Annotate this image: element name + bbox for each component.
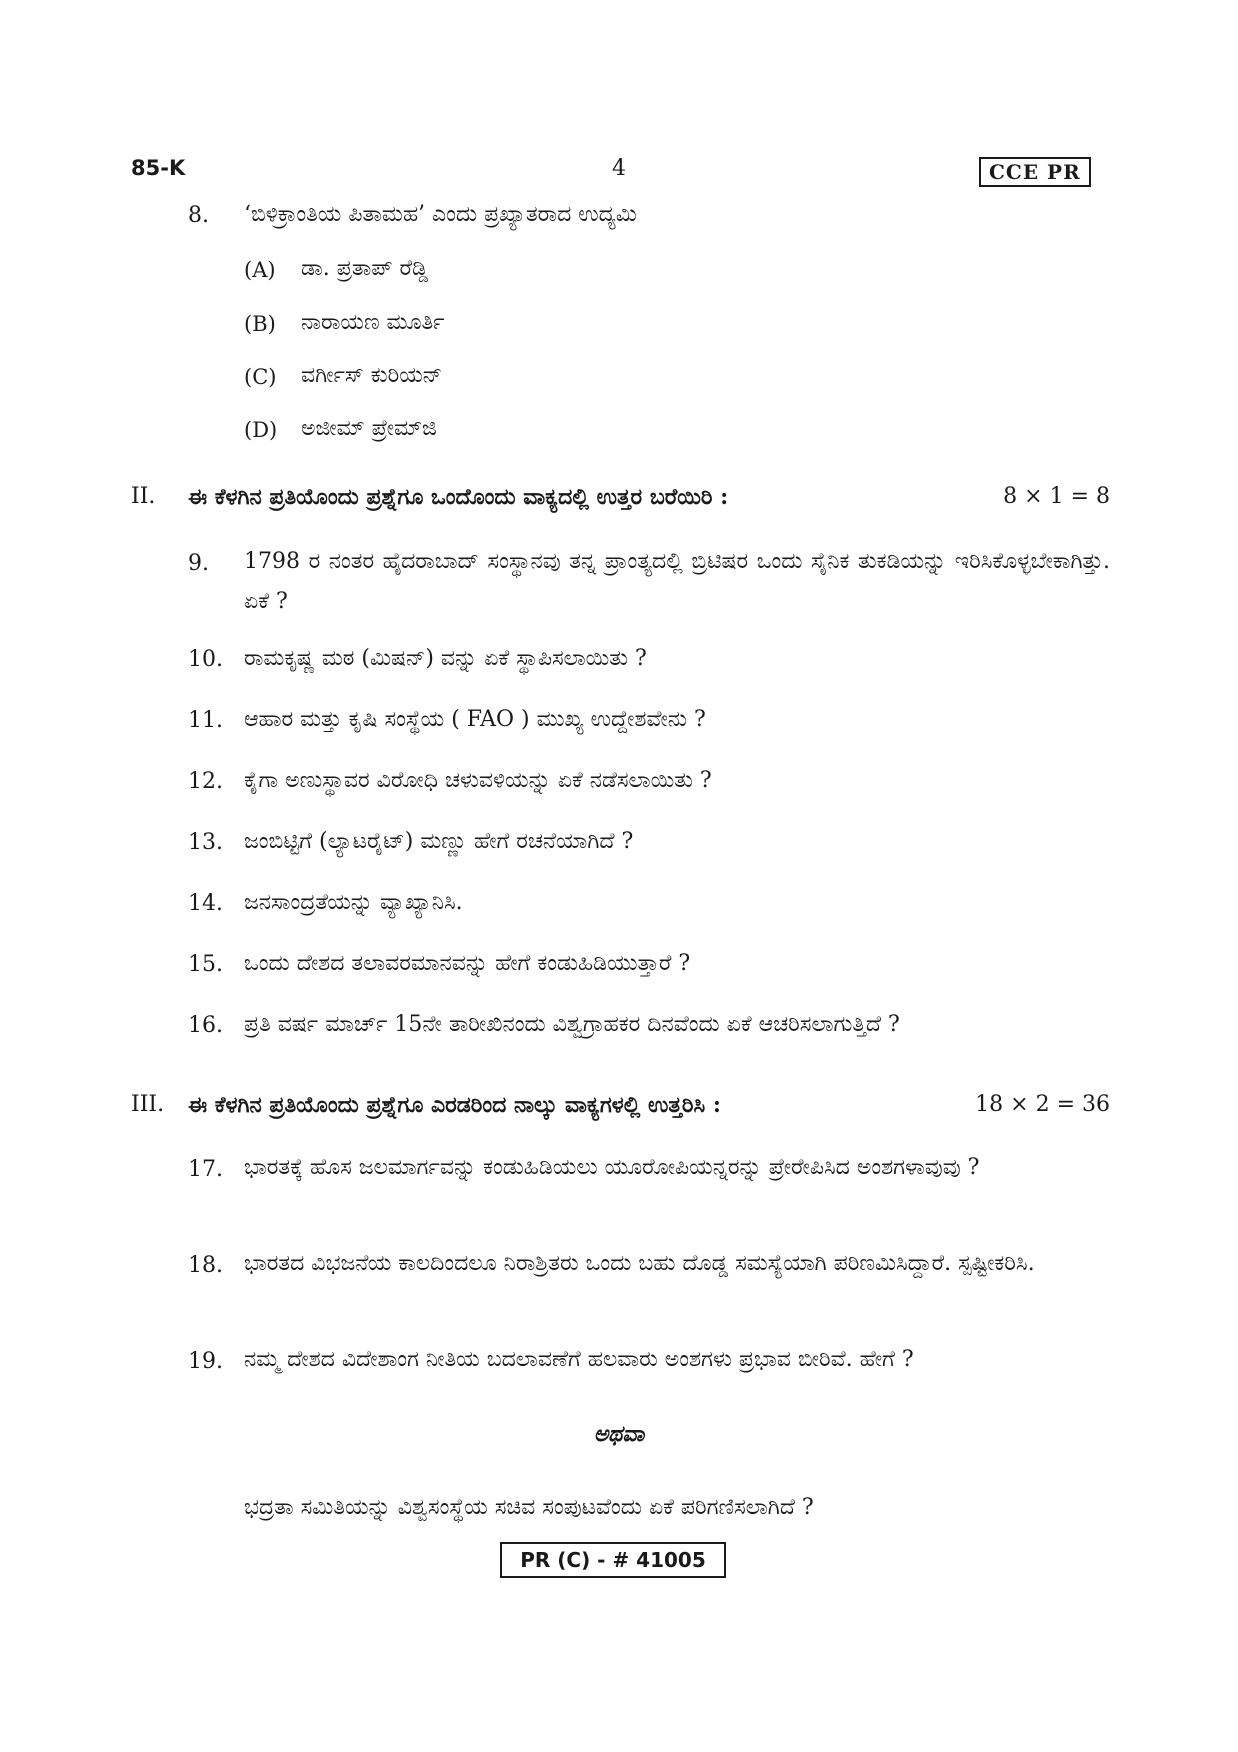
q13-number: 13. xyxy=(188,830,223,855)
q11-number: 11. xyxy=(188,708,223,733)
footer-code-box: PR (C) - # 41005 xyxy=(500,1542,726,1578)
q8-option-a-label: (A) xyxy=(244,258,276,282)
q10-text: ರಾಮಕೃಷ್ಣ ಮಠ (ಮಿಷನ್) ವನ್ನು ಏಕೆ ಸ್ಥಾಪಿಸಲಾಯಿತು ? xyxy=(244,646,647,671)
q12-number: 12. xyxy=(188,769,223,794)
section-2-heading: ಈ ಕೆಳಗಿನ ಪ್ರತಿಯೊಂದು ಪ್ರಶ್ನೆಗೂ ಒಂದೊಂದು ವಾಕ್ಯದಲ್ಲಿ ಉತ್ತರ ಬರೆಯಿರಿ : xyxy=(188,484,729,510)
paper-code: 85-K xyxy=(131,156,186,180)
q19-text: ನಮ್ಮ ದೇಶದ ವಿದೇಶಾಂಗ ನೀತಿಯ ಬದಲಾವಣೆಗೆ ಹಲವಾರು ಅಂಶಗಳು ಪ್ರಭಾವ ಬೀರಿವೆ. ಹೇಗೆ ? xyxy=(244,1347,914,1372)
q14-text: ಜನಸಾಂದ್ರತೆಯನ್ನು ವ್ಯಾಖ್ಯಾನಿಸಿ. xyxy=(244,890,463,915)
q15-number: 15. xyxy=(188,952,223,977)
section-3-heading: ಈ ಕೆಳಗಿನ ಪ್ರತಿಯೊಂದು ಪ್ರಶ್ನೆಗೂ ಎರಡರಿಂದ ನಾಲ್ಕು ವಾಕ್ಯಗಳಲ್ಲಿ ಉತ್ತರಿಸಿ : xyxy=(188,1092,721,1118)
q8-number: 8. xyxy=(188,203,209,228)
section-2-number: II. xyxy=(131,484,156,509)
q19-or-question: ಭದ್ರತಾ ಸಮಿತಿಯನ್ನು ವಿಶ್ವಸಂಸ್ಥೆಯ ಸಚಿವ ಸಂಪುಟವೆಂದು ಏಕೆ ಪರಿಗಣಿಸಲಾಗಿದೆ ? xyxy=(244,1495,814,1520)
section-2-marks: 8 × 1 = 8 xyxy=(1003,484,1110,509)
section-3-number: III. xyxy=(131,1092,165,1117)
q8-text: ‘ಬಿಳಿಕ್ರಾಂತಿಯ ಪಿತಾಮಹ’ ಎಂದು ಪ್ರಖ್ಯಾತರಾದ ಉದ್ಯಮಿ xyxy=(244,202,637,227)
q16-number: 16. xyxy=(188,1013,223,1038)
q11-text: ಆಹಾರ ಮತ್ತು ಕೃಷಿ ಸಂಸ್ಥೆಯ ( FAO ) ಮುಖ್ಯ ಉದ್ದೇಶವೇನು ? xyxy=(244,707,706,732)
q9-text: 1798 ರ ನಂತರ ಹೈದರಾಬಾದ್ ಸಂಸ್ಥಾನವು ತನ್ನ ಪ್ರಾಂತ್ಯದಲ್ಲಿ ಬ್ರಿಟಿಷರ ಒಂದು ಸೈನಿಕ ತುಕಡಿಯನ್ನು ಇರಿಸಿಕೊಳ್ಳಬೇಕಾಗಿತ್ತು. ಏಕೆ ? xyxy=(244,549,1110,614)
page-number: 4 xyxy=(612,156,626,181)
q18-number: 18. xyxy=(188,1253,223,1278)
q15-text: ಒಂದು ದೇಶದ ತಲಾವರಮಾನವನ್ನು ಹೇಗೆ ಕಂಡುಹಿಡಿಯುತ್ತಾರೆ ? xyxy=(244,951,691,976)
q8-option-c-text: ವರ್ಗೀಸ್ ಕುರಿಯನ್ xyxy=(301,363,443,388)
q8-option-d-label: (D) xyxy=(244,418,278,442)
q8-option-a-text: ಡಾ. ಪ್ರತಾಪ್ ರೆಡ್ಡಿ xyxy=(301,256,429,281)
q14-number: 14. xyxy=(188,891,223,916)
q19-number: 19. xyxy=(188,1349,223,1374)
q9-number: 9. xyxy=(188,551,209,576)
q18-text: ಭಾರತದ ವಿಭಜನೆಯ ಕಾಲದಿಂದಲೂ ನಿರಾಶ್ರಿತರು ಒಂದು ಬಹು ದೊಡ್ಡ ಸಮಸ್ಯೆಯಾಗಿ ಪರಿಣಮಿಸಿದ್ದಾರೆ. ಸ್ಪಷ್ಟೀಕರಿಸಿ. xyxy=(244,1251,1035,1276)
q8-option-b-label: (B) xyxy=(244,312,276,336)
q17-text: ಭಾರತಕ್ಕೆ ಹೊಸ ಜಲಮಾರ್ಗವನ್ನು ಕಂಡುಹಿಡಿಯಲು ಯೂರೋಪಿಯನ್ನರನ್ನು ಪ್ರೇರೇಪಿಸಿದ ಅಂಶಗಳಾವುವು ? xyxy=(244,1155,980,1180)
q16-text: ಪ್ರತಿ ವರ್ಷ ಮಾರ್ಚ್ 15ನೇ ತಾರೀಖಿನಂದು ವಿಶ್ವಗ್ರಾಹಕರ ದಿನವೆಂದು ಏಕೆ ಆಚರಿಸಲಾಗುತ್ತಿದೆ ? xyxy=(244,1012,900,1037)
q8-option-c-label: (C) xyxy=(244,365,277,389)
q10-number: 10. xyxy=(188,647,223,672)
q12-text: ಕೈಗಾ ಅಣುಸ್ಥಾವರ ವಿರೋಧಿ ಚಳುವಳಿಯನ್ನು ಏಕೆ ನಡೆಸಲಾಯಿತು ? xyxy=(244,768,712,793)
q13-text: ಜಂಬಿಟ್ಟಿಗೆ (ಲ್ಯಾಟರೈಟ್) ಮಣ್ಣು ಹೇಗೆ ರಚನೆಯಾಗಿದೆ ? xyxy=(244,829,634,854)
q8-option-d-text: ಅಜೀಮ್ ಪ್ರೇಮ್‌ಜಿ xyxy=(301,416,437,441)
q17-number: 17. xyxy=(188,1157,223,1182)
q8-option-b-text: ನಾರಾಯಣ ಮೂರ್ತಿ xyxy=(301,310,445,335)
section-3-marks: 18 × 2 = 36 xyxy=(975,1092,1110,1117)
cce-pr-box: CCE PR xyxy=(979,157,1091,187)
or-label: ಅಥವಾ xyxy=(593,1421,645,1447)
